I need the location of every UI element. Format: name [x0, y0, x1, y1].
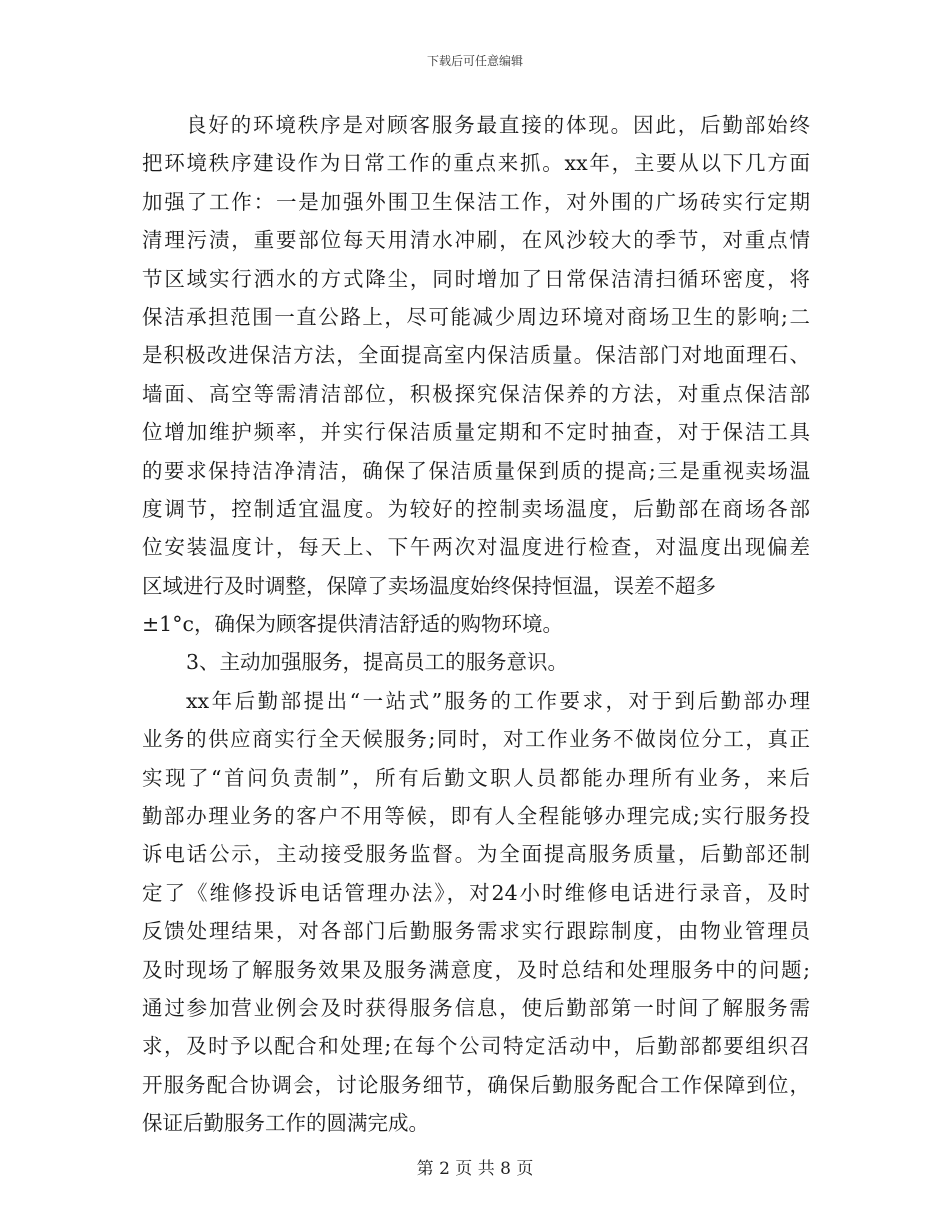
page-footer: 第 2 页 共 8 页 — [416, 1159, 534, 1179]
text-line: 求，及时予以配合和处理;在每个公司特定活动中，后勤部都要组织召 — [142, 1034, 810, 1059]
text-line: 保证后勤服务工作的圆满完成。 — [142, 1111, 429, 1136]
text-line: 区域进行及时调整，保障了卖场温度始终保持恒温，误差不超多 — [142, 573, 716, 598]
text-line: 反馈处理结果，对各部门后勤服务需求实行跟踪制度，由物业管理员 — [142, 919, 810, 944]
page-header: 下载后可任意编辑 — [426, 54, 523, 68]
text-line: 业务的供应商实行全天候服务;同时，对工作业务不做岗位分工，真正 — [142, 727, 810, 752]
body-text — [142, 106, 810, 1143]
text-line: 是积极改进保洁方法，全面提高室内保洁质量。保洁部门对地面理石、 — [142, 343, 810, 368]
text-line: 3、主动加强服务，提高员工的服务意识。 — [186, 650, 569, 675]
text-line: 位增加维护频率，并实行保洁质量定期和不定时抽查，对于保洁工具 — [142, 420, 810, 445]
text-line: 把环境秩序建设作为日常工作的重点来抓。xx年，主要从以下几方面 — [142, 151, 810, 176]
text-line: xx年后勤部提出“一站式”服务的工作要求，对于到后勤部办理 — [186, 688, 810, 713]
text-line: 节区域实行洒水的方式降尘，同时增加了日常保洁清扫循环密度，将 — [142, 266, 810, 291]
text-line: 墙面、高空等需清洁部位，积极探究保洁保养的方法，对重点保洁部 — [142, 381, 810, 406]
text-line: 度调节，控制适宜温度。为较好的控制卖场温度，后勤部在商场各部 — [142, 496, 810, 521]
text-line: 加强了工作：一是加强外围卫生保洁工作，对外围的广场砖实行定期 — [142, 189, 810, 214]
text-line: 清理污渍，重要部位每天用清水冲刷，在风沙较大的季节，对重点情 — [142, 228, 810, 253]
text-line: 的要求保持洁净清洁，确保了保洁质量保到质的提高;三是重视卖场温 — [142, 458, 810, 483]
text-line: 及时现场了解服务效果及服务满意度，及时总结和处理服务中的问题; — [142, 957, 810, 982]
text-line: ±1°c，确保为顾客提供清洁舒适的购物环境。 — [142, 612, 563, 637]
text-line: 勤部办理业务的客户不用等候，即有人全程能够办理完成;实行服务投 — [142, 804, 810, 829]
text-line: 定了《维修投诉电话管理办法》，对24小时维修电话进行录音，及时 — [142, 880, 810, 905]
text-line: 良好的环境秩序是对顾客服务最直接的体现。因此，后勤部始终 — [186, 113, 810, 137]
text-line: 位安装温度计，每天上、下午两次对温度进行检查，对温度出现偏差 — [142, 535, 810, 560]
text-line: 诉电话公示，主动接受服务监督。为全面提高服务质量，后勤部还制 — [142, 842, 810, 867]
text-line: 开服务配合协调会，讨论服务细节，确保后勤服务配合工作保障到位， — [142, 1072, 810, 1097]
text-line: 保洁承担范围一直公路上，尽可能减少周边环境对商场卫生的影响;二 — [142, 304, 810, 329]
text-line: 通过参加营业例会及时获得服务信息，使后勤部第一时间了解服务需 — [142, 995, 810, 1020]
text-line: 实现了“首问负责制”，所有后勤文职人员都能办理所有业务，来后 — [142, 765, 810, 790]
